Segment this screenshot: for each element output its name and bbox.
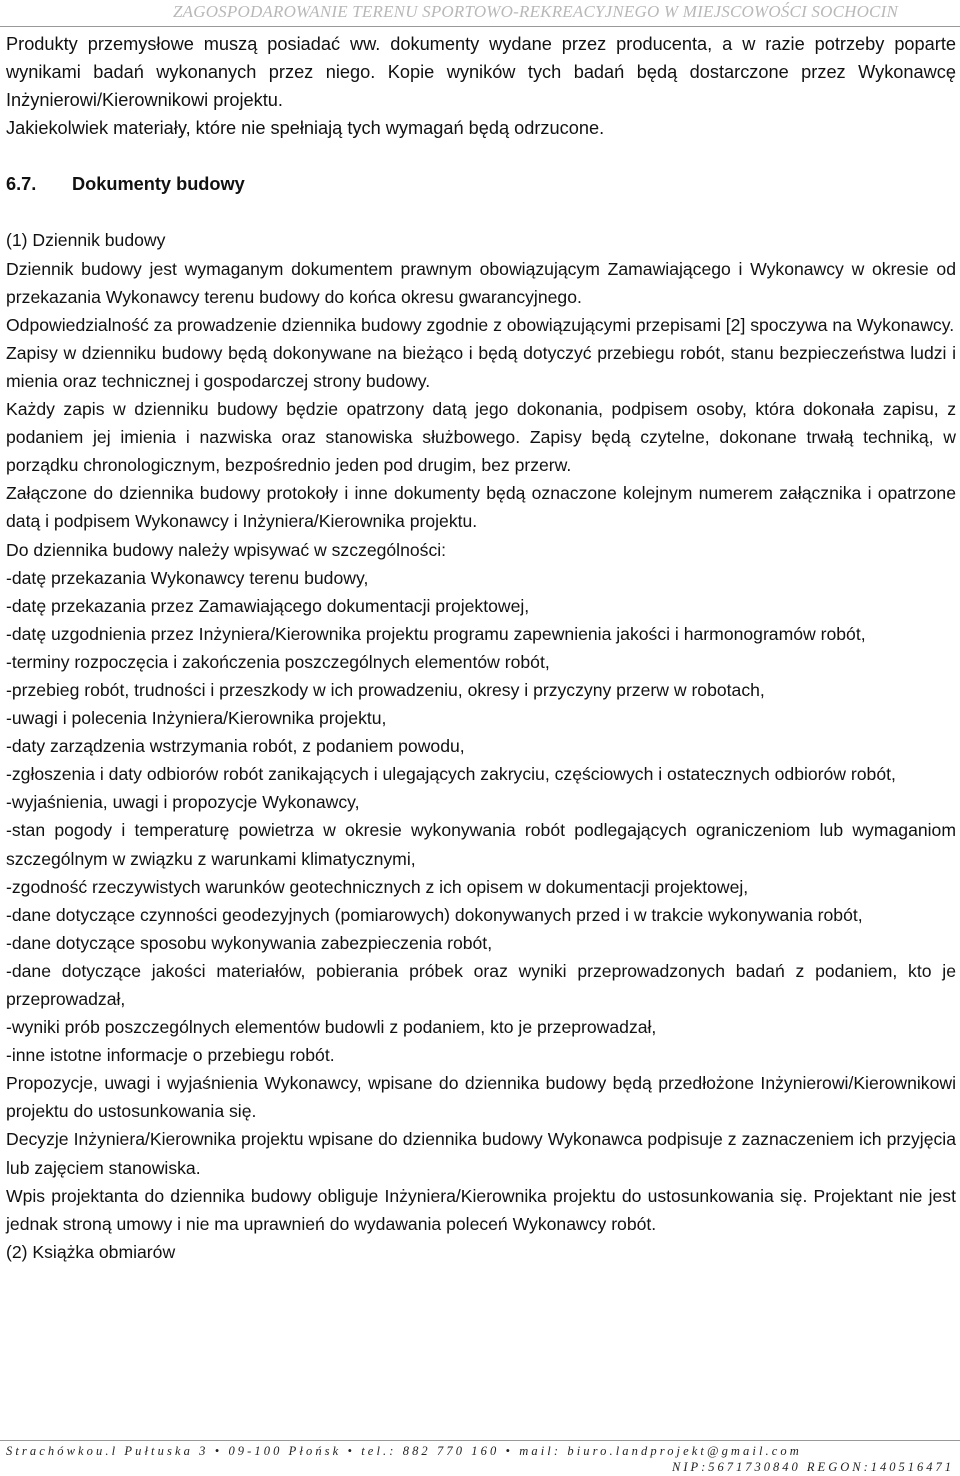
list-item: -datę przekazania Wykonawcy terenu budowy, [6,567,369,588]
footer-registration: NIP:5671730840 REGON:140516471 [672,1460,954,1474]
paragraph: Zapisy w dzienniku budowy będą dokonywane na bieżąco i będą dotyczyć przebiegu robót, stanu bezpieczeństwa ludzi i mienia oraz technicznej i gospodarczej strony budowy. [6,342,956,391]
list-item: -przebieg robót, trudności i przeszkody w ich prowadzeniu, okresy i przyczyny przerw w robotach, [6,679,765,700]
list-item: -datę uzgodnienia przez Inżyniera/Kierownika projektu programu zapewnienia jakości i harmonogramów robót, [6,623,866,644]
list-item: -zgłoszenia i daty odbiorów robót zanikających i ulegających zakryciu, częściowych i ostatecznych odbiorów robót, [6,764,896,785]
list-item: -stan pogody i temperaturę powietrza w okresie wykonywania robót podlegających ograniczeniom lub wymaganiom szczególnym w związku z warunkami klimatycznymi, [6,820,956,869]
list-item: -dane dotyczące jakości materiałów, pobierania próbek oraz wyniki przeprowadzonych badań z podaniem, kto je przeprowadzał, [6,960,956,1009]
paragraph: Do dziennika budowy należy wpisywać w szczególności: [6,539,447,560]
list-item: -wyjaśnienia, uwagi i propozycje Wykonawcy, [6,792,360,813]
section-heading [6,170,956,198]
list-item: -dane dotyczące sposobu wykonywania zabezpieczenia robót, [6,932,493,953]
list-item: -datę przekazania przez Zamawiającego dokumentacji projektowej, [6,595,530,616]
paragraph: Załączone do dziennika budowy protokoły i inne dokumenty będą oznaczone kolejnym numerem załącznika i opatrzone datą i podpisem Wykonawcy i Inżyniera/Kierownika projektu. [6,483,956,532]
document-body [6,30,956,1266]
paragraph: Propozycje, uwagi i wyjaśnienia Wykonawcy, wpisane do dziennika budowy będą przedłożone Inżynierowi/Kierownikowi projektu do ustosunkowania się. [6,1073,956,1122]
paragraph: Odpowiedzialność za prowadzenie dziennika budowy zgodnie z obowiązującymi przepisami [2] spoczywa na Wykonawcy. [6,314,955,335]
running-title: ZAGOSPODAROWANIE TERENU SPORTOWO-REKREACYJNEGO W MIEJSCOWOŚCI SOCHOCIN [172,2,898,21]
paragraph: Dziennik budowy jest wymaganym dokumentem prawnym obowiązującym Zamawiającego i Wykonawcy w okresie od przekazania Wykonawcy terenu budowy do końca okresu gwarancyjnego. [6,258,956,307]
footer-contact: Strachówkou.l Pułtuska 3 • 09-100 Płońsk • tel.: 882 770 160 • mail: biuro.landprojekt@gmail.com [6,1444,802,1458]
section-number: 6.7. [6,174,37,195]
paragraph: Wpis projektanta do dziennika budowy obliguje Inżyniera/Kierownika projektu do ustosunkowania się. Projektant nie jest jednak stroną umowy i nie ma uprawnień do wydawania poleceń Wykonawcy robót. [6,1185,956,1234]
list-item: -terminy rozpoczęcia i zakończenia poszczególnych elementów robót, [6,651,550,672]
list-item: -uwagi i polecenia Inżyniera/Kierownika projektu, [6,708,387,729]
paragraph: Decyzje Inżyniera/Kierownika projektu wpisane do dziennika budowy Wykonawca podpisuje z zaznaczeniem ich przyjęcia lub zajęciem stanowiska. [6,1129,956,1178]
list-item: -wyniki prób poszczególnych elementów budowli z podaniem, kto je przeprowadzał, [6,1017,657,1038]
intro-rejection-note: Jakiekolwiek materiały, które nie spełniają tych wymagań będą odrzucone. [6,118,605,139]
list-item: -daty zarządzenia wstrzymania robót, z podaniem powodu, [6,736,465,757]
list-item: -inne istotne informacje o przebiegu robót. [6,1045,335,1066]
intro-paragraph: Produkty przemysłowe muszą posiadać ww. dokumenty wydane przez producenta, a w razie potrzeby poparte wynikami badań wykonanych przez niego. Kopie wyników tych badań będą dostarczone przez Wykonawcę Inżynierowi/Kierownikowi projektu. [6,34,956,111]
page-footer [0,1440,960,1476]
paragraph: Każdy zapis w dzienniku budowy będzie opatrzony datą jego dokonania, podpisem osoby, która dokonała zapisu, z podaniem jej imienia i nazwiska oraz stanowiska służbowego. Zapisy będą czytelne, dokonane trwałą techniką, w porządku chronologicznym, bezpośrednio jeden pod drugim, bez przerw. [6,399,956,476]
list-item: -zgodność rzeczywistych warunków geotechnicznych z ich opisem w dokumentacji projektowej, [6,876,749,897]
page-header [0,0,960,27]
subheading-ksiazka: (2) Książka obmiarów [6,1241,176,1262]
list-item: -dane dotyczące czynności geodezyjnych (pomiarowych) dokonywanych przed i w trakcie wykonywania robót, [6,904,863,925]
subheading-dziennik: (1) Dziennik budowy [6,230,166,251]
section-title: Dokumenty budowy [72,174,245,195]
